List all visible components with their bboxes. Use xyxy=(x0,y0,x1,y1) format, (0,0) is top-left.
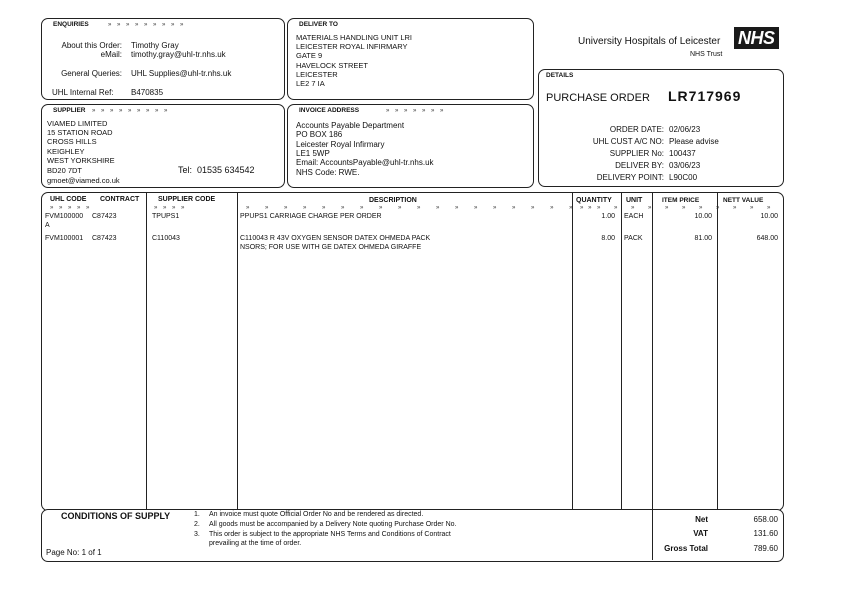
condition-1-text: An invoice must quote Official Order No and be rendered as directed. xyxy=(209,511,424,518)
supplier-title: SUPPLIER xyxy=(50,107,89,114)
about-order-label: About this Order: xyxy=(61,41,122,50)
invoice-chevrons: » » » » » » » xyxy=(386,108,446,114)
row-1-description: PPUPS1 CARRIAGE CHARGE PER ORDER xyxy=(240,213,382,220)
supplier-no-label: SUPPLIER No: xyxy=(609,149,664,158)
deliver-to-line-3: GATE 9 xyxy=(296,51,323,60)
nhs-logo: NHS xyxy=(734,27,779,49)
deliver-to-title: DELIVER TO xyxy=(296,21,341,28)
col-header-nett-value: NETT VALUE xyxy=(723,197,764,204)
row-2-unit: PACK xyxy=(624,235,643,242)
supplier-line-6: BD20 7DT xyxy=(47,166,83,175)
enquiries-chevrons: » » » » » » » » » xyxy=(108,22,186,28)
col-sep-3 xyxy=(572,193,573,509)
vat-label: VAT xyxy=(693,529,708,538)
deliver-to-line-5: LEICESTER xyxy=(296,70,338,79)
invoice-line-3: Leicester Royal Infirmary xyxy=(296,140,385,149)
header-chevrons-uhl: » » » » » xyxy=(50,205,92,211)
supplier-line-1: VIAMED LIMITED xyxy=(47,119,108,128)
row-1-uhl-code: FVM100000 xyxy=(45,213,84,220)
header-chevrons-supplier: » » » » xyxy=(154,205,187,211)
deliver-to-line-6: LE2 7 IA xyxy=(296,79,325,88)
supplier-email: gmoet@viamed.co.uk xyxy=(47,176,120,185)
email-label: eMail: xyxy=(100,50,122,59)
row-2-description-cont: NSORS; FOR USE WITH GE DATEX OHMEDA GIRAFFE xyxy=(240,244,422,251)
col-sep-2 xyxy=(237,193,238,509)
col-sep-5 xyxy=(652,193,653,509)
invoice-line-1: Accounts Payable Department xyxy=(296,121,405,130)
col-sep-1 xyxy=(146,193,147,509)
row-1-item-price: 10.00 xyxy=(694,213,712,220)
invoice-line-2: PO BOX 186 xyxy=(296,130,343,139)
col-sep-4 xyxy=(621,193,622,509)
supplier-no-value: 100437 xyxy=(669,149,696,158)
condition-2-num: 2. xyxy=(194,521,200,528)
deliver-to-line-2: LEICESTER ROYAL INFIRMARY xyxy=(296,42,408,51)
enquiries-title: ENQUIRIES xyxy=(50,21,92,28)
vat-value: 131.60 xyxy=(753,529,778,538)
row-2-supplier-code: C110043 xyxy=(152,235,180,242)
cust-ac-value: Please advise xyxy=(669,137,719,146)
col-header-uhl-code: UHL CODE xyxy=(50,196,87,203)
supplier-tel-label: Tel: xyxy=(178,165,193,175)
internal-ref-label: UHL Internal Ref: xyxy=(52,88,114,97)
cust-ac-label: UHL CUST A/C NO: xyxy=(592,137,664,146)
deliver-by-label: DELIVER BY: xyxy=(615,161,664,170)
supplier-line-2: 15 STATION ROAD xyxy=(47,128,113,137)
order-date-value: 02/06/23 xyxy=(669,125,701,134)
row-1-nett-value: 10.00 xyxy=(760,213,778,220)
deliver-to-line-4: HAVELOCK STREET xyxy=(296,61,368,70)
header-chevrons-desc: » » » » » » » » » » » » » » » » » » » xyxy=(246,205,599,211)
gross-total-label: Gross Total xyxy=(664,544,708,553)
delivery-point-label: DELIVERY POINT: xyxy=(596,173,664,182)
col-sep-6 xyxy=(717,193,718,509)
supplier-chevrons: » » » » » » » » » xyxy=(92,108,170,114)
purchase-order-number: LR717969 xyxy=(668,88,742,104)
col-header-supplier-code: SUPPLIER CODE xyxy=(158,196,216,203)
invoice-line-4: LE1 5WP xyxy=(296,149,330,158)
net-label: Net xyxy=(695,515,708,524)
deliver-by-value: 03/06/23 xyxy=(669,161,701,170)
row-1-contract: C87423 xyxy=(92,213,117,220)
row-2-nett-value: 648.00 xyxy=(756,235,778,242)
deliver-to-line-1: MATERIALS HANDLING UNIT LRI xyxy=(296,33,412,42)
condition-3-text: This order is subject to the appropriate NHS Terms and Conditions of Contract xyxy=(209,531,451,538)
delivery-point-value: L90C00 xyxy=(669,173,698,182)
supplier-line-3: CROSS HILLS xyxy=(47,137,97,146)
supplier-line-5: WEST YORKSHIRE xyxy=(47,156,115,165)
col-header-description: DESCRIPTION xyxy=(369,197,417,204)
condition-2-text: All goods must be accompanied by a Delivery Note quoting Purchase Order No. xyxy=(209,521,457,528)
col-header-item-price: ITEM PRICE xyxy=(662,197,700,204)
invoice-line-5: Email: AccountsPayable@uhl-tr.nhs.uk xyxy=(296,158,434,167)
supplier-line-4: KEIGHLEY xyxy=(47,147,85,156)
row-1-unit: EACH xyxy=(624,213,644,220)
trust-name: University Hospitals of Leicester xyxy=(578,36,721,47)
trust-subtitle: NHS Trust xyxy=(690,51,723,58)
footer-sep xyxy=(652,509,653,560)
condition-3-text-cont: prevailing at the time of order. xyxy=(209,540,302,547)
conditions-title: CONDITIONS OF SUPPLY xyxy=(61,511,171,521)
general-queries-label: General Queries: xyxy=(61,69,122,78)
net-value: 658.00 xyxy=(753,515,778,524)
row-1-quantity: 1.00 xyxy=(601,213,615,220)
order-date-label: ORDER DATE: xyxy=(609,125,664,134)
general-queries-value: UHL Supplies@uhl-tr.nhs.uk xyxy=(131,69,232,78)
col-header-quantity: QUANTITY xyxy=(576,197,612,204)
details-title: DETAILS xyxy=(543,72,576,79)
internal-ref-value: B470835 xyxy=(131,88,164,97)
gross-total-value: 789.60 xyxy=(753,544,778,553)
purchase-order-label: PURCHASE ORDER xyxy=(546,92,650,104)
condition-3-num: 3. xyxy=(194,531,200,538)
row-1-supplier-code: TPUPS1 xyxy=(152,213,180,220)
supplier-tel-value: 01535 634542 xyxy=(197,165,255,175)
col-header-unit: UNIT xyxy=(626,197,643,204)
invoice-title: INVOICE ADDRESS xyxy=(296,107,362,114)
header-chevrons-right: » » » » » » » » » » » » xyxy=(580,205,777,211)
row-1-uhl-code-cont: A xyxy=(45,222,50,229)
page-number: Page No: 1 of 1 xyxy=(46,548,102,557)
condition-1-num: 1. xyxy=(194,511,200,518)
email-value: timothy.gray@uhl-tr.nhs.uk xyxy=(131,50,226,59)
row-2-item-price: 81.00 xyxy=(694,235,712,242)
row-2-quantity: 8.00 xyxy=(601,235,615,242)
row-2-contract: C87423 xyxy=(92,235,117,242)
row-2-description: C110043 R 43V OXYGEN SENSOR DATEX OHMEDA PACK xyxy=(240,235,431,242)
col-header-contract: CONTRACT xyxy=(100,196,140,203)
about-order-name: Timothy Gray xyxy=(131,41,179,50)
row-2-uhl-code: FVM100001 xyxy=(45,235,84,242)
invoice-line-6: NHS Code: RWE. xyxy=(296,168,360,177)
